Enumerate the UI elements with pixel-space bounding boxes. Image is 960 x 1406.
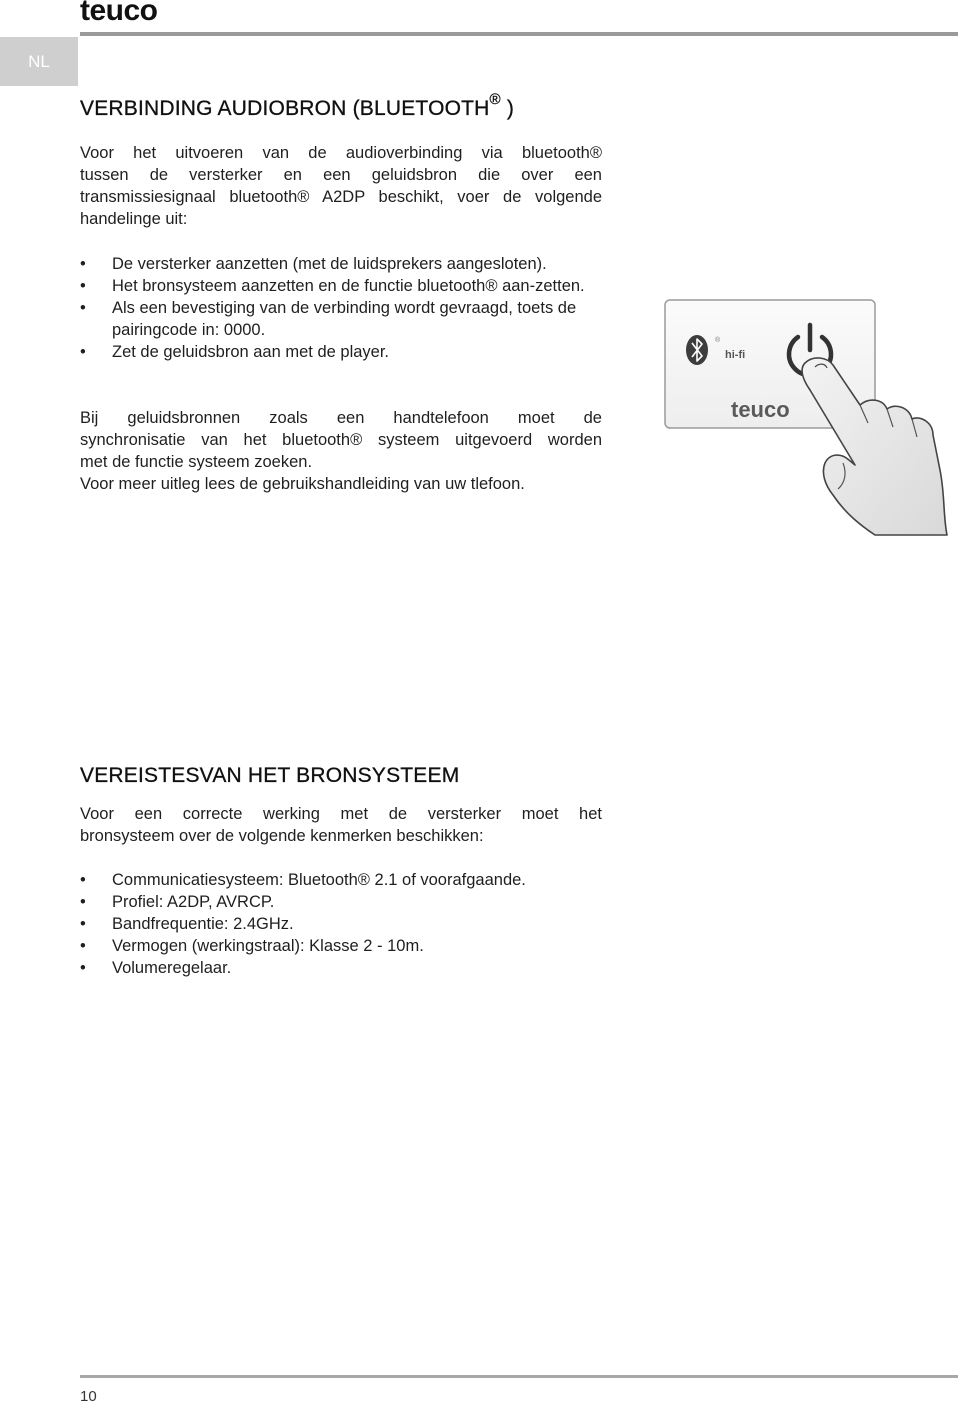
panel-registered-mark: ®: [715, 337, 721, 344]
note-line: met de functie systeem zoeken.: [80, 453, 313, 471]
intro-line: handelinge uit:: [80, 210, 188, 228]
note-line: synchronisatie van het bluetooth® systeem uitgevoerd worden: [80, 431, 602, 449]
list-item: • Profiel: A2DP, AVRCP.: [80, 891, 610, 913]
footer-rule: [80, 1375, 958, 1378]
panel-brand-logo: teuco: [731, 397, 790, 422]
registered-symbol: ®: [489, 91, 501, 108]
panel-hifi-label: hi-fi: [725, 349, 746, 361]
section-title-text: VERBINDING AUDIOBRON (BLUETOOTH: [80, 97, 490, 120]
intro-line: bronsysteem over de volgende kenmerken beschikken:: [80, 827, 484, 845]
section-title-bluetooth: [80, 91, 515, 121]
page-number: 10: [80, 1388, 97, 1405]
bluetooth-icon: [686, 335, 708, 365]
requirements-intro-paragraph: [80, 803, 602, 847]
section-title-requirements: VEREISTESVAN HET BRONSYSTEEM: [80, 764, 460, 787]
intro-line: tussen de versterker en een geluidsbron die over een: [80, 166, 602, 184]
list-item: • Bandfrequentie: 2.4GHz.: [80, 913, 610, 935]
note-line: Bij geluidsbronnen zoals een handtelefoon moet de: [80, 409, 602, 427]
list-item: • Vermogen (werkingstraal): Klasse 2 - 10m.: [80, 935, 610, 957]
bluetooth-intro-paragraph: [80, 142, 602, 230]
list-item: • Communicatiesysteem: Bluetooth® 2.1 of voorafgaande.: [80, 869, 610, 891]
note-line: Voor meer uitleg lees de gebruikshandleiding van uw tlefoon.: [80, 475, 525, 493]
hifi-panel-illustration: [655, 295, 960, 540]
intro-line: Voor het uitvoeren van de audioverbinding via bluetooth®: [80, 144, 602, 162]
language-tab: NL: [0, 37, 78, 86]
list-item: • De versterker aanzetten (met de luidsprekers aangesloten).: [80, 253, 602, 275]
header-rule: [80, 32, 958, 36]
requirements-list: [80, 869, 610, 979]
list-item: • Volumeregelaar.: [80, 957, 610, 979]
intro-line: transmissiesignaal bluetooth® A2DP beschikt, voer de volgende: [80, 188, 602, 206]
brand-logo: teuco: [80, 0, 158, 27]
list-item: • Zet de geluidsbron aan met de player.: [80, 341, 602, 363]
list-item: • Als een bevestiging van de verbinding wordt gevraagd, toets de pairingcode in: 0000.: [80, 297, 602, 341]
pairing-steps-list: [80, 253, 602, 363]
list-item: • Het bronsysteem aanzetten en de functie bluetooth® aan-zetten.: [80, 275, 602, 297]
phone-sync-note: [80, 407, 602, 495]
intro-line: Voor een correcte werking met de versterker moet het: [80, 805, 602, 823]
section-title-close: ): [500, 97, 515, 120]
